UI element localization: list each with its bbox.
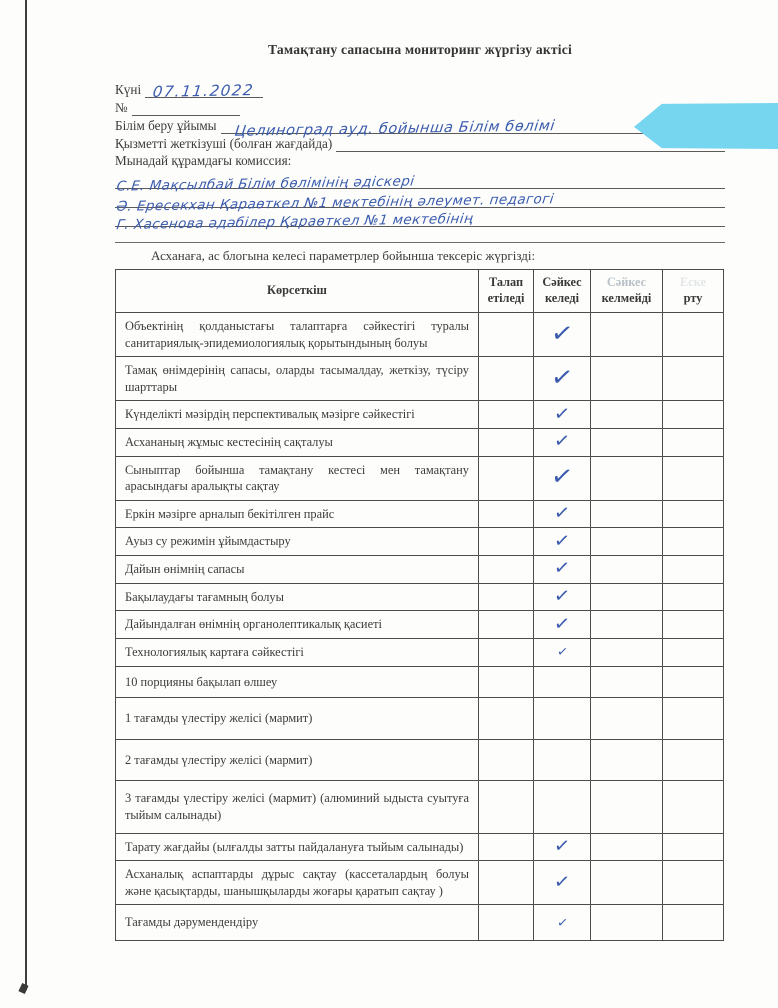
scan-paper-edge-line [25,0,27,990]
check-cell-saikes [534,528,591,556]
table-row [116,611,724,639]
check-cell-talap [479,905,534,941]
check-cell-kelmeidi [591,528,663,556]
check-cell-eskertu [663,833,724,861]
indicator-cell: Еркін мәзірге арналып бекітілген прайс [116,500,479,528]
check-cell-kelmeidi [591,401,663,429]
header-required-top: Талап [488,275,524,289]
header-not-conforms [591,270,663,313]
table-row [116,500,724,528]
checkmark-icon: ✓ [552,401,572,426]
header-not-conforms-top: Сәйкес [606,275,647,289]
check-cell-saikes [534,429,591,457]
table-row [116,528,724,556]
check-cell-talap [479,638,534,666]
checkmark-icon: ✓ [552,833,572,858]
check-cell-saikes [534,556,591,584]
check-cell-saikes [534,611,591,639]
table-row [116,638,724,666]
monitoring-checklist-table [115,269,724,941]
check-cell-kelmeidi [591,500,663,528]
header-note [663,270,724,313]
date-underline [145,81,263,101]
check-cell-saikes [534,357,591,401]
check-cell-kelmeidi [591,429,663,457]
header-not-conforms-bottom: келмейді [601,290,652,305]
check-cell-talap [479,401,534,429]
check-cell-talap [479,312,534,356]
commission-label: Мынадай құрамдағы комиссия: [115,153,292,168]
check-cell-talap [479,861,534,905]
field-provider [115,134,725,152]
indicator-cell: 2 тағамды үлестіру желісі (мармит) [116,739,479,781]
check-cell-talap [479,698,534,740]
number-underline [132,115,240,116]
date-label: Күні [115,82,142,97]
check-cell-eskertu [663,861,724,905]
checkmark-icon: ✓ [552,611,572,636]
header-conforms [534,270,591,313]
check-cell-eskertu [663,312,724,356]
indicator-cell: Бақылаудағы тағамның болуы [116,583,479,611]
checkmark-icon: ✓ [555,915,569,932]
check-cell-eskertu [663,357,724,401]
check-cell-eskertu [663,456,724,500]
table-row [116,833,724,861]
indicator-cell: Дайындалған өнімнің органолептикалық қасиеті [116,611,479,639]
check-cell-eskertu [663,638,724,666]
table-row [116,583,724,611]
table-row [116,357,724,401]
commission-line [115,208,725,234]
check-cell-eskertu [663,583,724,611]
organization-label: Білім беру ұйымы [115,118,217,133]
check-cell-kelmeidi [591,905,663,941]
checklist-header [116,270,724,313]
commission-line [115,189,725,215]
check-cell-eskertu [663,666,724,698]
header-indicator-text: Көрсеткіш [267,282,327,297]
handwritten-commission-entry: Г. Хасенова әдәбілер Қараөткел №1 мектебінің [115,210,475,234]
check-cell-saikes [534,781,591,833]
checkmark-icon: ✓ [552,556,572,581]
check-cell-talap [479,528,534,556]
check-cell-saikes [534,638,591,666]
indicator-cell: Сыныптар бойынша тамақтану кестесі мен тамақтану арасындағы аралықты сақтау [116,456,479,500]
check-cell-kelmeidi [591,556,663,584]
check-cell-talap [479,429,534,457]
indicator-cell: Объектінің қолданыстағы талаптарға сәйкестігі туралы санитариялық-эпидемиологиялық қорытындының болуы [116,312,479,356]
table-row [116,312,724,356]
handwritten-date: 07.11.2022 [151,81,256,101]
commission-line [115,170,725,195]
header-conforms-bottom: келеді [544,290,580,305]
check-cell-saikes [534,861,591,905]
check-cell-kelmeidi [591,781,663,833]
provider-underline [336,151,725,152]
check-cell-kelmeidi [591,357,663,401]
check-cell-kelmeidi [591,456,663,500]
check-cell-talap [479,583,534,611]
header-indicator [116,270,479,313]
table-row [116,781,724,833]
check-cell-saikes [534,583,591,611]
check-cell-kelmeidi [591,861,663,905]
check-cell-talap [479,781,534,833]
check-cell-saikes [534,312,591,356]
checkmark-icon: ✓ [555,644,569,661]
check-cell-eskertu [663,905,724,941]
check-cell-eskertu [663,528,724,556]
check-cell-talap [479,739,534,781]
check-cell-talap [479,611,534,639]
provider-label: Қызметті жеткізуші (болған жағдайда) [115,136,333,151]
field-number [115,98,725,116]
check-cell-saikes [534,500,591,528]
header-required [479,270,534,313]
check-cell-kelmeidi [591,698,663,740]
indicator-cell: Асханалық аспаптарды дұрыс сақтау (кассеталардың болуы және қасықтарды, шанышқыларды жоғары қаратып сақтау ) [116,861,479,905]
checkmark-icon: ✓ [552,584,572,608]
check-cell-eskertu [663,698,724,740]
check-cell-saikes [534,739,591,781]
check-cell-saikes [534,698,591,740]
field-organization [115,116,725,140]
indicator-cell: Технологиялық картаға сәйкестігі [116,638,479,666]
checkmark-icon: ✓ [549,317,576,351]
check-cell-eskertu [663,429,724,457]
table-row [116,429,724,457]
cyan-highlight-arrow-icon [634,103,778,149]
indicator-cell: Асхананың жұмыс кестесінің сақталуы [116,429,479,457]
checkmark-icon: ✓ [552,869,572,894]
indicator-cell: Күнделікті мәзірдің перспективалық мәзірге сәйкестігі [116,401,479,429]
table-row [116,456,724,500]
check-cell-talap [479,357,534,401]
check-cell-eskertu [663,556,724,584]
header-note-bottom: рту [683,290,703,305]
check-cell-talap [479,456,534,500]
header-note-top: Еске [680,275,706,289]
checkmark-icon: ✓ [552,501,572,526]
indicator-cell: Дайын өнімнің сапасы [116,556,479,584]
check-cell-kelmeidi [591,611,663,639]
checkmark-icon: ✓ [552,429,572,454]
check-cell-talap [479,556,534,584]
check-cell-kelmeidi [591,583,663,611]
header-conforms-top: Сәйкес [542,275,582,289]
number-label: № [115,100,128,115]
indicator-cell: Ауыз су режимін ұйымдастыру [116,528,479,556]
indicator-cell: 3 тағамды үлестіру желісі (мармит) (алюминий ыдыста суытуға тыйым салынады) [116,781,479,833]
check-cell-talap [479,833,534,861]
check-cell-eskertu [663,739,724,781]
check-cell-kelmeidi [591,312,663,356]
check-cell-talap [479,500,534,528]
commission-lines [115,170,725,234]
header-required-bottom: етіледі [487,290,525,305]
check-cell-kelmeidi [591,666,663,698]
table-row [116,556,724,584]
indicator-cell: 1 тағамды үлестіру желісі (мармит) [116,698,479,740]
check-cell-talap [479,666,534,698]
indicator-cell: Тамақ өнімдерінің сапасы, оларды тасымалдау, жеткізу, түсіру шарттары [116,357,479,401]
header-row [116,270,724,313]
table-row [116,698,724,740]
handwritten-commission-entry: С.Е. Мақсылбай Білім бөлімінің әдіскері [115,173,416,195]
checkmark-icon: ✓ [549,460,576,494]
check-cell-kelmeidi [591,739,663,781]
indicator-cell: Тарату жағдайы (ылғалды затты пайдалануға тыйым салынады) [116,833,479,861]
check-cell-eskertu [663,611,724,639]
table-row [116,666,724,698]
document-content [115,0,725,941]
table-intro-text: Асханаға, ас блогына келесі параметрлер бойынша тексеріс жүргізді: [151,248,536,263]
check-cell-kelmeidi [591,638,663,666]
indicator-cell: Тағамды дәрумендендіру [116,905,479,941]
handwritten-organization: Целиноград ауд. бойынша Білім бөлімі [233,118,556,140]
check-cell-eskertu [663,401,724,429]
document-title: Тамақтану сапасына мониторинг жүргізу актісі [268,42,572,57]
check-cell-eskertu [663,781,724,833]
check-cell-saikes [534,666,591,698]
check-cell-eskertu [663,500,724,528]
table-row [116,739,724,781]
handwritten-commission-entry: Ә. Ересекхан Қараөткел №1 мектебінің әлеумет. педагогі [115,191,555,215]
check-cell-saikes [534,905,591,941]
field-date [115,80,725,101]
check-cell-saikes [534,401,591,429]
table-row [116,905,724,941]
check-cell-saikes [534,833,591,861]
indicator-cell: 10 порцияны бақылап өлшеу [116,666,479,698]
checklist-body [116,312,724,940]
table-row [116,861,724,905]
check-cell-kelmeidi [591,833,663,861]
scan-corner-mark [18,983,28,994]
table-row [116,401,724,429]
check-cell-saikes [534,456,591,500]
checkmark-icon: ✓ [549,361,576,395]
checkmark-icon: ✓ [552,528,572,553]
